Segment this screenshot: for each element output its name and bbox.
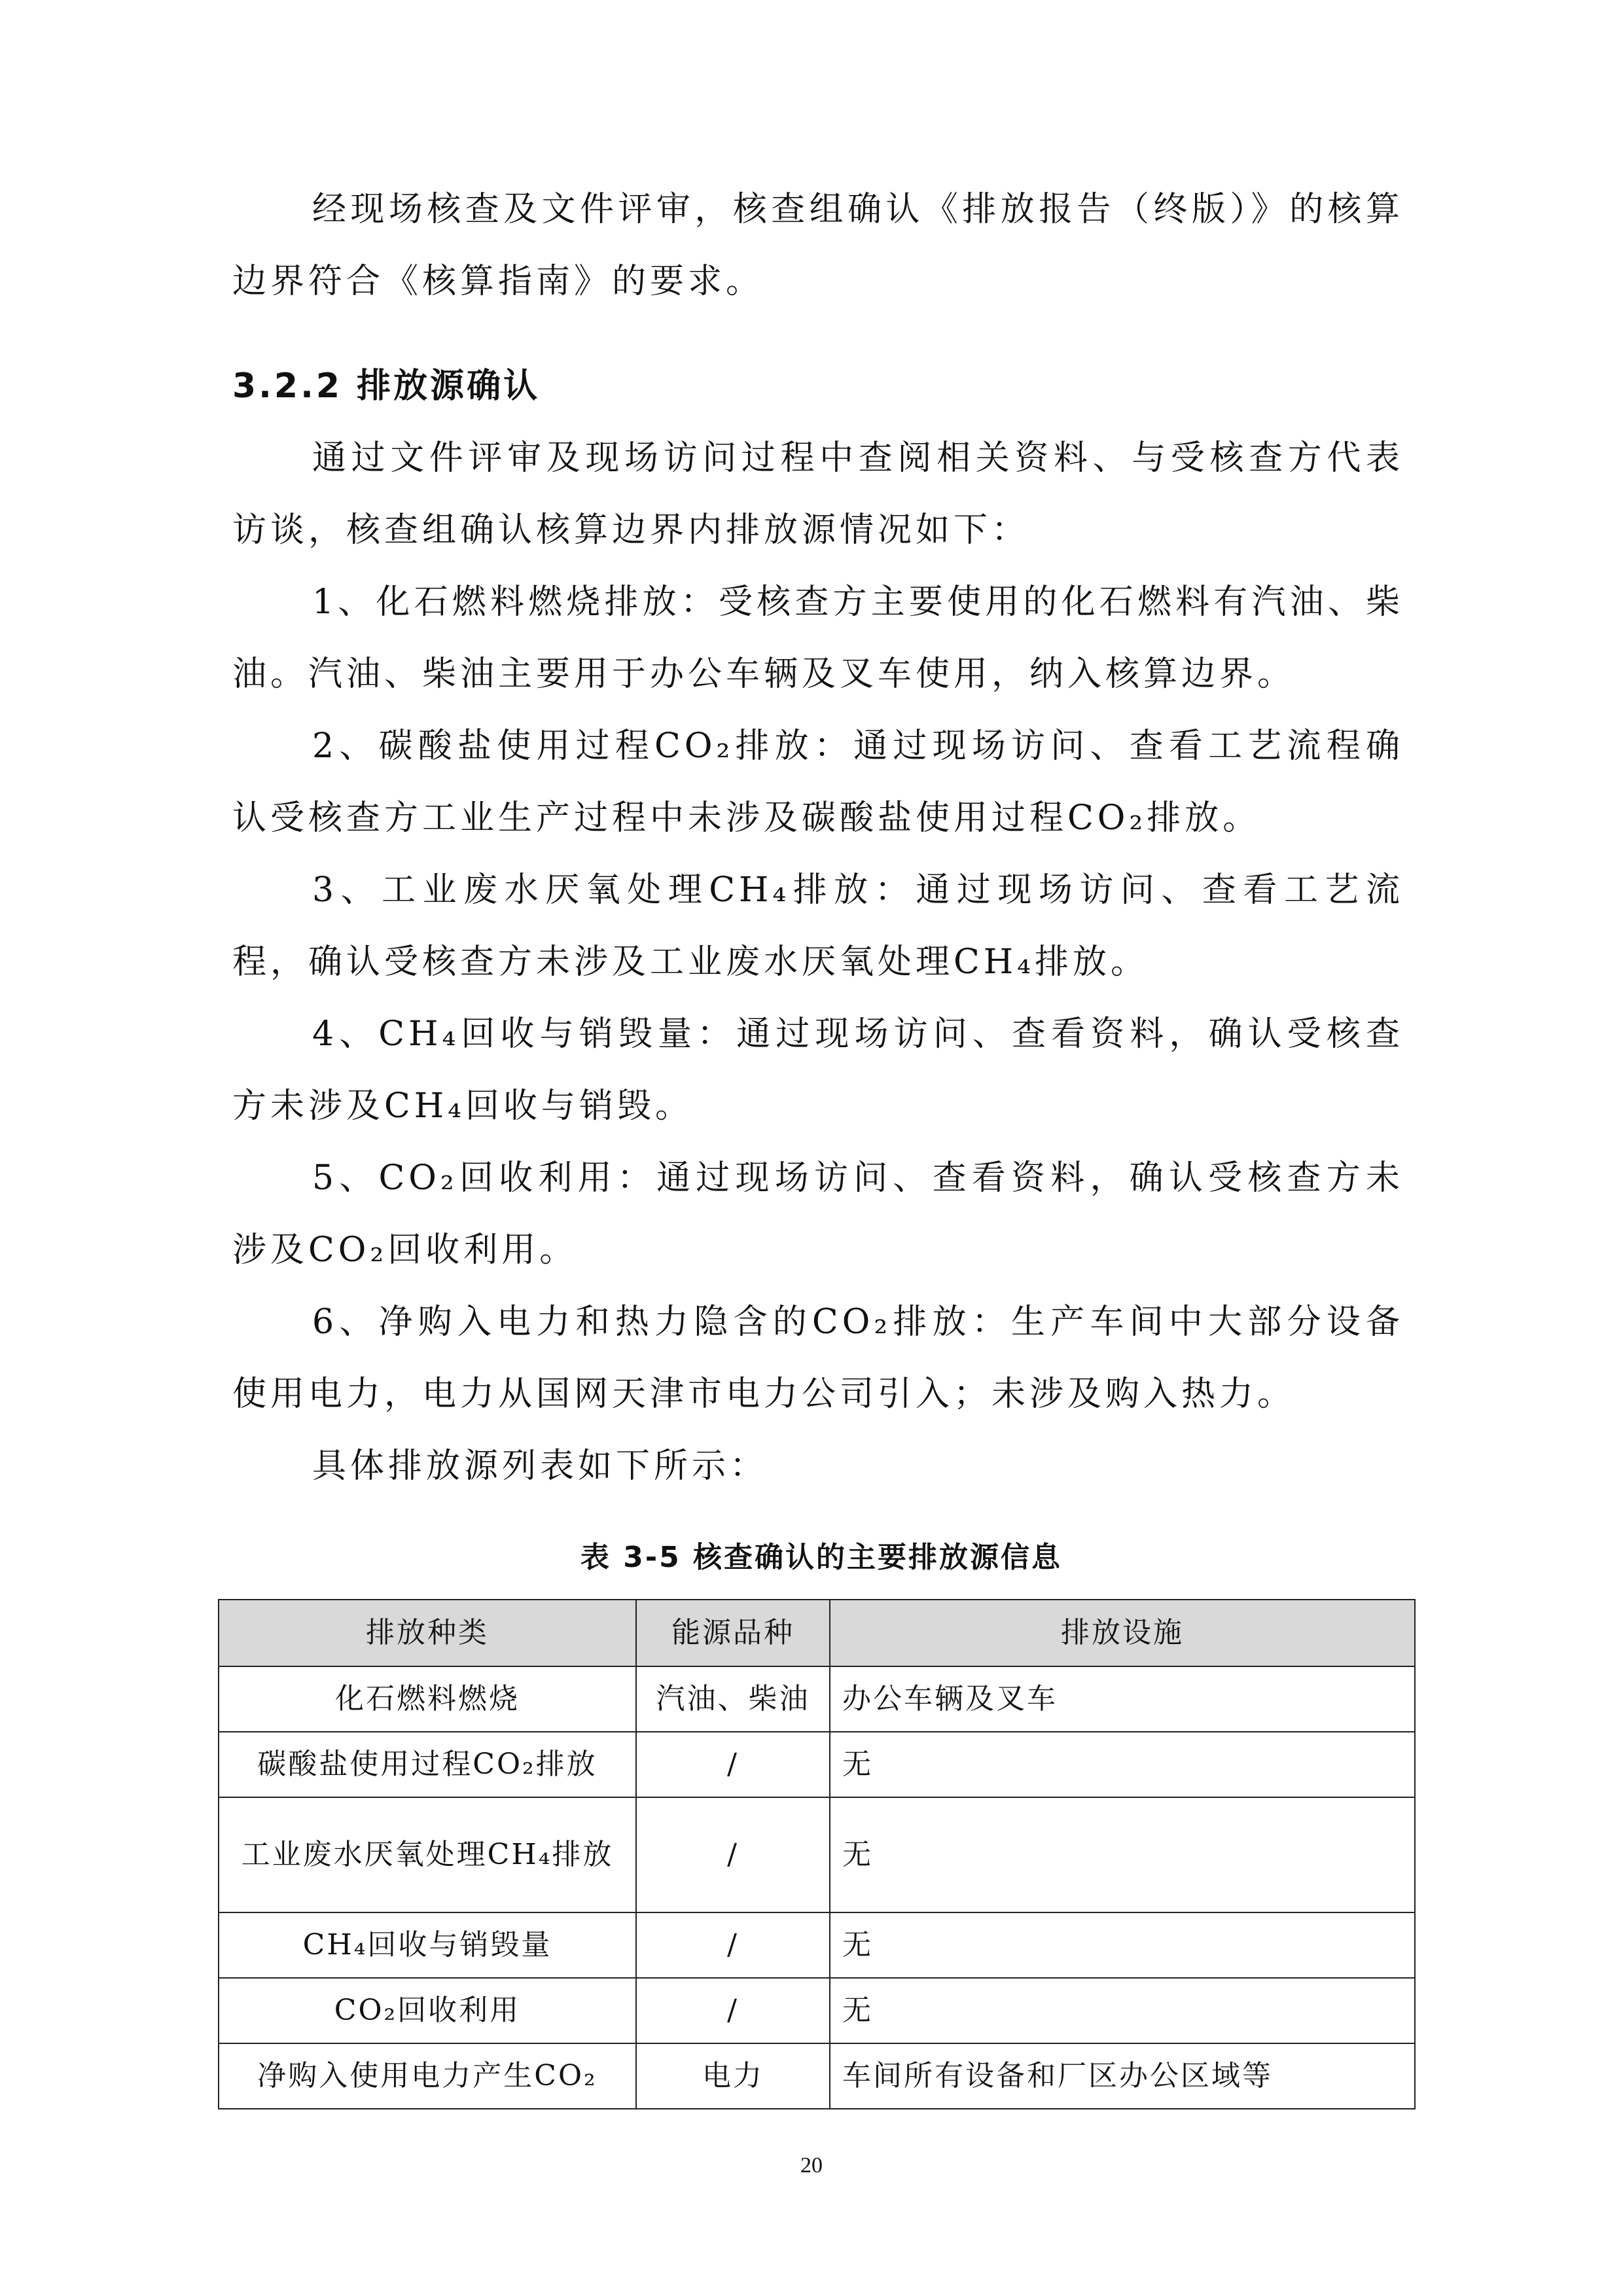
table-row	[219, 1732, 1415, 1797]
table-cell: 无	[830, 1732, 1415, 1797]
table-row	[219, 1912, 1415, 1978]
table-cell: 工业废水厌氧处理CH₄排放	[219, 1797, 636, 1912]
paragraph-item-2: 2、碳酸盐使用过程CO₂排放：通过现场访问、查看工艺流程确认受核查方工业生产过程中未涉及碳酸盐使用过程CO₂排放。	[232, 726, 1404, 838]
paragraph-intro: 通过文件评审及现场访问过程中查阅相关资料、与受核查方代表访谈，核查组确认核算边界内排放源情况如下：	[232, 439, 1404, 550]
table-cell: /	[636, 1978, 830, 2043]
table-caption: 表 3-5 核查确认的主要排放源信息	[580, 1541, 1063, 1574]
table-cell: CH₄回收与销毁量	[219, 1912, 636, 1978]
table-cell: CO₂回收利用	[219, 1978, 636, 2043]
table-row	[219, 2043, 1415, 2109]
table-header-cell: 排放种类	[219, 1600, 636, 1666]
page-number: 20	[800, 2153, 823, 2178]
table-header-cell: 能源品种	[636, 1600, 830, 1666]
table-cell: 化石燃料燃烧	[219, 1666, 636, 1732]
paragraph-item-4: 4、CH₄回收与销毁量：通过现场访问、查看资料，确认受核查方未涉及CH₄回收与销毁。	[232, 1014, 1404, 1126]
paragraph-boundary-conclusion: 经现场核查及文件评审，核查组确认《排放报告（终版）》的核算边界符合《核算指南》的要求。	[232, 190, 1404, 301]
table-cell: 汽油、柴油	[636, 1666, 830, 1732]
emission-sources-table	[218, 1599, 1416, 2109]
table-row	[219, 1797, 1415, 1912]
table-cell: 车间所有设备和厂区办公区域等	[830, 2043, 1415, 2109]
table-cell: /	[636, 1732, 830, 1797]
table-cell: 无	[830, 1978, 1415, 2043]
table-cell: /	[636, 1912, 830, 1978]
table-row	[219, 1666, 1415, 1732]
table-header-cell: 排放设施	[830, 1600, 1415, 1666]
paragraph-item-3: 3、工业废水厌氧处理CH₄排放：通过现场访问、查看工艺流程，确认受核查方未涉及工业废水厌氧处理CH₄排放。	[232, 870, 1404, 982]
table-cell: /	[636, 1797, 830, 1912]
table-cell: 办公车辆及叉车	[830, 1666, 1415, 1732]
table-cell: 无	[830, 1912, 1415, 1978]
table-cell: 净购入使用电力产生CO₂	[219, 2043, 636, 2109]
paragraph-list-intro: 具体排放源列表如下所示：	[312, 1446, 768, 1486]
table-cell: 无	[830, 1797, 1415, 1912]
table-cell: 碳酸盐使用过程CO₂排放	[219, 1732, 636, 1797]
table-cell: 电力	[636, 2043, 830, 2109]
paragraph-item-1: 1、化石燃料燃烧排放：受核查方主要使用的化石燃料有汽油、柴油。汽油、柴油主要用于办公车辆及叉车使用，纳入核算边界。	[232, 583, 1404, 694]
paragraph-item-6: 6、净购入电力和热力隐含的CO₂排放：生产车间中大部分设备使用电力，电力从国网天津市电力公司引入；未涉及购入热力。	[232, 1302, 1404, 1414]
paragraph-item-5: 5、CO₂回收利用：通过现场访问、查看资料，确认受核查方未涉及CO₂回收利用。	[232, 1158, 1404, 1270]
table-header-row	[219, 1600, 1415, 1666]
table-row	[219, 1978, 1415, 2043]
section-heading: 3.2.2 排放源确认	[232, 367, 541, 406]
